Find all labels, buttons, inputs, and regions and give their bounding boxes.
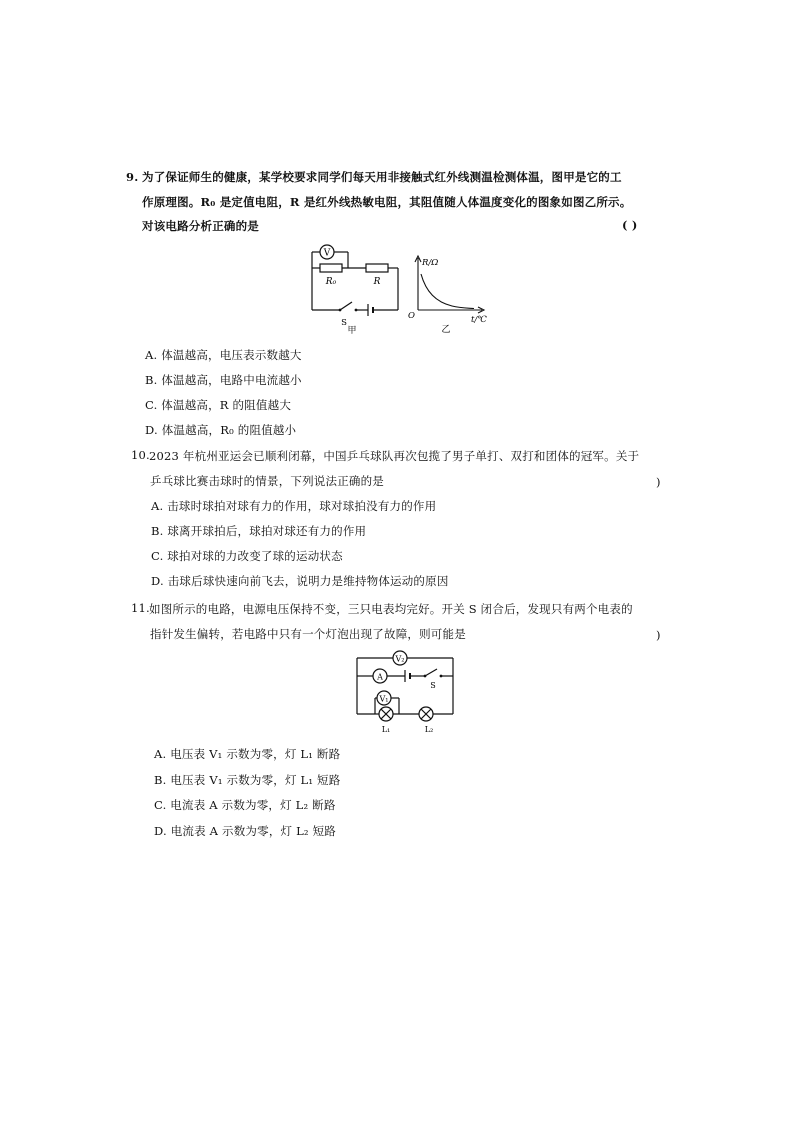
q9-answer-bracket: ( ) (622, 218, 638, 232)
q11-stem-line-1: 如图所示的电路，电源电压保持不变，三只电表均完好。开关 S 闭合后，发现只有两个电表的 (149, 602, 633, 616)
q10-number: 10. (131, 448, 150, 462)
q11-circuit-figure (345, 648, 465, 738)
q10-option-a: A. 击球时球拍对球有力的作用，球对球拍没有力的作用 (151, 499, 437, 513)
q9-graph-figure (404, 252, 504, 338)
r0-resistor (320, 264, 342, 272)
q9-stem-line-1: 为了保证师生的健康，某学校要求同学们每天用非接触式红外线测温检测体温，图甲是它的工 (142, 170, 622, 184)
q9-r0-label: R₀ (325, 277, 337, 287)
q9-option-b: B. 体温越高，电路中电流越小 (145, 373, 302, 387)
r-t-curve (421, 274, 474, 309)
q11-l2-label: L₂ (424, 725, 434, 734)
q9-r-label: R (373, 277, 381, 287)
q9-option-c: C. 体温越高，R 的阻值越大 (145, 398, 292, 412)
q11-option-a: A. 电压表 V₁ 示数为零，灯 L₁ 断路 (154, 747, 341, 761)
q9-stem-line-2: 作原理图。R₀ 是定值电阻，R 是红外线热敏电阻，其阻值随人体温度变化的图象如图乙所示。 (142, 195, 632, 209)
q9-number: 9. (126, 170, 139, 184)
graph-origin-label: O (408, 311, 415, 321)
q9-option-d: D. 体温越高，R₀ 的阻值越小 (145, 423, 297, 437)
q10-answer-bracket: ) (656, 475, 661, 489)
q11-switch-label: S (430, 681, 436, 690)
q11-l1-label: L₁ (381, 725, 391, 734)
q9-circuit-figure (300, 240, 410, 336)
q11-ammeter-symbol: A (377, 672, 383, 682)
q9-caption-jia: 甲 (347, 326, 357, 336)
graph-y-axis-label: R/Ω (422, 258, 439, 268)
q10-option-b: B. 球离开球拍后，球拍对球还有力的作用 (151, 524, 367, 538)
q10-option-c: C. 球拍对球的力改变了球的运动状态 (151, 549, 343, 563)
r-resistor (366, 264, 388, 272)
q11-option-c: C. 电流表 A 示数为零，灯 L₂ 断路 (154, 798, 336, 812)
q10-stem-line-1: 2023 年杭州亚运会已顺利闭幕，中国乒乓球队再次包揽了男子单打、双打和团体的冠军。关于 (149, 449, 640, 463)
q10-stem-line-2: 乒乓球比赛击球时的情景，下列说法正确的是 (150, 474, 384, 488)
q11-option-b: B. 电压表 V₁ 示数为零，灯 L₁ 短路 (154, 773, 341, 787)
q9-caption-yi: 乙 (441, 325, 451, 335)
graph-x-axis-label: t/℃ (471, 315, 487, 325)
q9-voltmeter-symbol: V (323, 248, 331, 259)
q11-option-d: D. 电流表 A 示数为零，灯 L₂ 短路 (154, 824, 336, 838)
q11-answer-bracket: ) (656, 628, 661, 642)
q11-v2-symbol: V₂ (395, 654, 405, 664)
q10-option-d: D. 击球后球快速向前飞去，说明力是维持物体运动的原因 (151, 574, 449, 588)
q11-stem-line-2: 指针发生偏转，若电路中只有一个灯泡出现了故障，则可能是 (150, 627, 466, 641)
q11-v1-symbol: V₁ (379, 694, 389, 704)
q9-stem-line-3: 对该电路分析正确的是 (142, 219, 259, 233)
q11-number: 11. (131, 601, 150, 615)
q9-switch-label: S (341, 318, 347, 328)
q9-option-a: A. 体温越高，电压表示数越大 (145, 348, 302, 362)
